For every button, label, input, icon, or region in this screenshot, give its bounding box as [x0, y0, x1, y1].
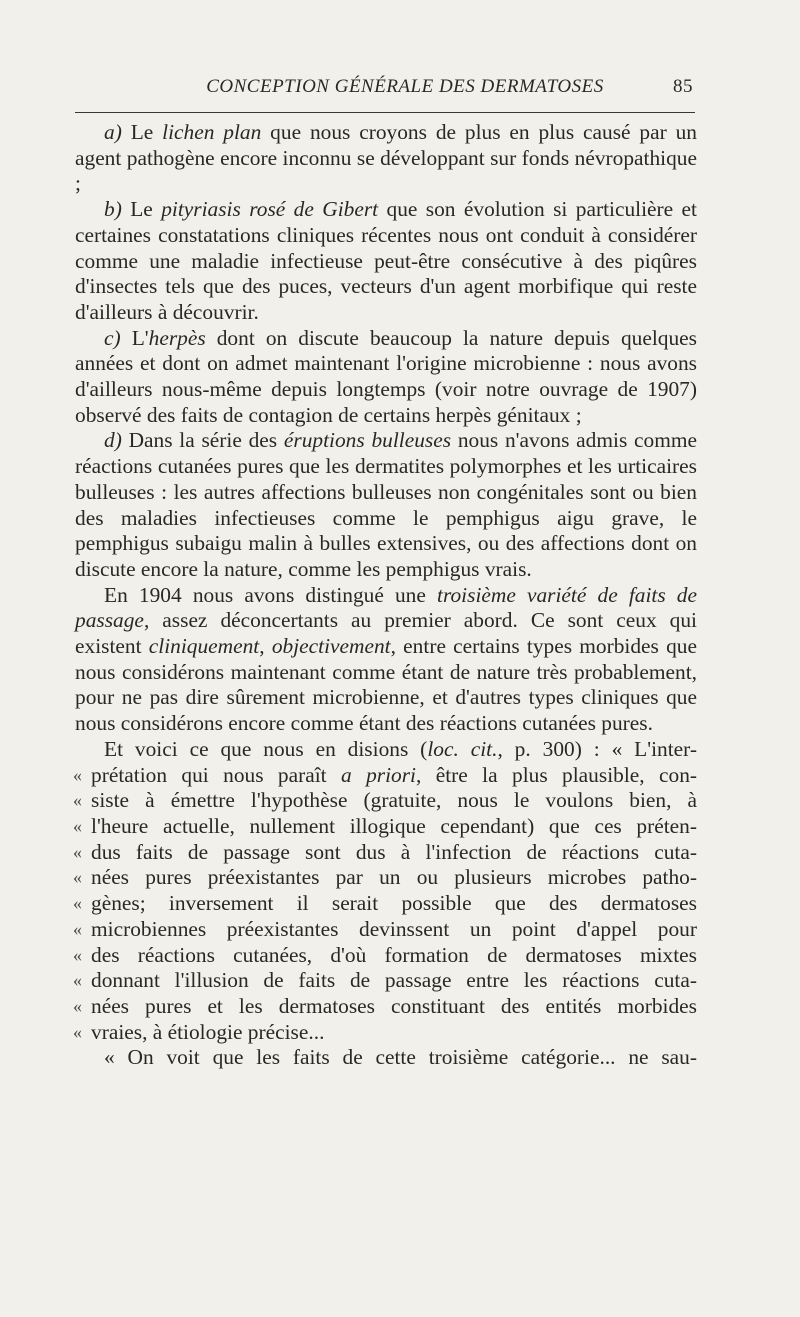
quote-line: « dus faits de passage sont dus à l'infection de réactions cuta-: [75, 840, 697, 866]
running-header: [75, 76, 695, 106]
emphasis: cliniquement: [148, 634, 260, 659]
emphasis: objectivement: [271, 634, 391, 659]
emphasis: éruptions bulleuses: [283, 428, 452, 453]
paragraph-d: d) Dans la série des éruptions bulleuses nous n'avons admis comme réactions cutanées pures que les dermatites polymorphes et les urticaires bulleuses : les autres affections bulleuses non congénitales sont ou bien des maladies infectieuses comme le pemphigus aigu grave, le pemphigus subaigu malin à bulles extensives, ou des affections dont on discute encore la nature, comme les pemphigus vrais.: [75, 428, 697, 581]
quote-line: « donnant l'illusion de faits de passage entre les réactions cuta-: [75, 968, 697, 994]
quote-line: « nées pures préexistantes par un ou plusieurs microbes patho-: [75, 865, 697, 891]
paragraph-b: b) Le pityriasis rosé de Gibert que son évolution si particulière et certaines constatations cliniques récentes nous ont conduit à considérer comme une maladie infectieuse peut-être consécutive à des piqûres d'insectes tels que des puces, vecteurs d'un agent morbifique qui reste d'ailleurs à découvrir.: [75, 197, 697, 324]
emphasis: lichen plan: [162, 120, 262, 144]
header-rule: [75, 112, 695, 113]
paragraph-f: Et voici ce que nous en disions (loc. cit., p. 300) : « L'inter-: [104, 736, 697, 761]
page-body: [75, 120, 697, 1071]
quote-line: « microbiennes préexistantes devinssent un point d'appel pour: [75, 917, 697, 943]
quote-line: « prétation qui nous paraît a priori, être la plus plausible, con-: [75, 763, 697, 789]
emphasis: troisième variété de faits de passage: [75, 582, 697, 633]
running-title: CONCEPTION GÉNÉRALE DES DERMATOSES: [206, 76, 604, 97]
quote-line: « l'heure actuelle, nullement illogique cependant) que ces préten-: [75, 814, 697, 840]
paragraph-g: « On voit que les faits de cette troisième catégorie... ne sau-: [104, 1045, 697, 1070]
emphasis: pityriasis rosé de Gibert: [161, 197, 379, 222]
block-quote: [75, 763, 697, 1046]
page-number: 85: [673, 76, 693, 97]
emphasis: a priori: [341, 762, 417, 787]
emphasis: herpès: [148, 325, 206, 350]
paragraph-c: c) L'herpès dont on discute beaucoup la nature depuis quelques années et dont on admet maintenant l'origine microbienne : nous avons d'ailleurs nous-même depuis longtemps (voir notre ouvrage de 1907) observé des faits de contagion de certains herpès génitaux ;: [75, 325, 697, 427]
paragraph-e: En 1904 nous avons distingué une troisième variété de faits de passage, assez déconcertants au premier abord. Ce sont ceux qui existent cliniquement, objectivement, entre certains types morbides que nous considérons maintenant comme étant de nature très probablement, pour ne pas dire sûrement microbienne, et d'autres types cliniques que nous considérons encore comme étant des réactions cutanées pures.: [75, 582, 697, 736]
paragraph-a: a) Le lichen plan que nous croyons de plus en plus causé par un agent pathogène encore inconnu se développant sur fonds névropathique ;: [75, 120, 697, 196]
quote-line: « des réactions cutanées, d'où formation de dermatoses mixtes: [75, 943, 697, 969]
item-label: c): [104, 325, 121, 350]
item-label: a): [104, 120, 122, 144]
quote-line: « gènes; inversement il serait possible que des dermatoses: [75, 891, 697, 917]
item-label: d): [104, 428, 122, 453]
quote-line: « vraies, à étiologie précise...: [75, 1020, 697, 1046]
item-label: b): [104, 197, 122, 222]
quote-line: « nées pures et les dermatoses constituant des entités morbides: [75, 994, 697, 1020]
quote-line: « siste à émettre l'hypothèse (gratuite, nous le voulons bien, à: [75, 788, 697, 814]
emphasis: loc. cit.: [427, 736, 498, 761]
